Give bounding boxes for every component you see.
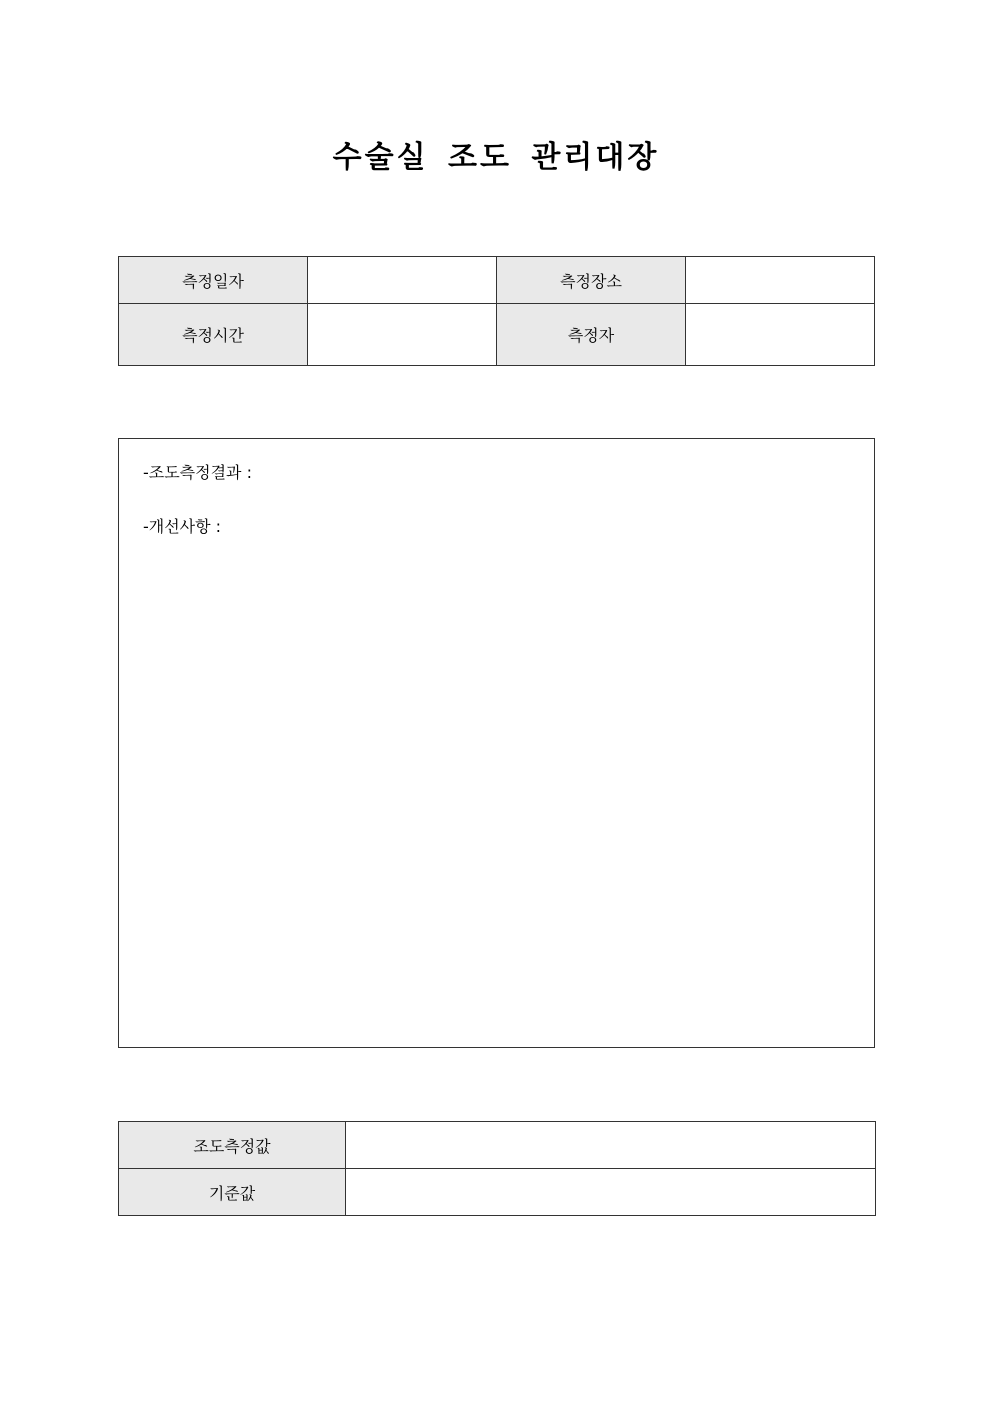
measurer-label: 측정자 [497, 304, 686, 366]
illuminance-result-label: -조도측정결과 : [143, 463, 252, 482]
measurement-time-field[interactable] [308, 304, 497, 366]
table-row [119, 304, 875, 366]
measurement-place-field[interactable] [686, 257, 875, 304]
measurer-field[interactable] [686, 304, 875, 366]
illuminance-values-table [118, 1121, 876, 1216]
standard-value-field[interactable] [346, 1169, 876, 1216]
measurement-place-label: 측정장소 [497, 257, 686, 304]
table-row [119, 1169, 876, 1216]
table-row [119, 257, 875, 304]
table-row [119, 1122, 876, 1169]
measurement-time-label: 측정시간 [119, 304, 308, 366]
result-notes-box[interactable] [118, 438, 875, 1048]
measured-value-field[interactable] [346, 1122, 876, 1169]
standard-value-label: 기준값 [119, 1169, 346, 1216]
improvement-items-label: -개선사항 : [143, 517, 222, 536]
measurement-date-label: 측정일자 [119, 257, 308, 304]
measurement-info-table [118, 256, 875, 366]
measured-value-label: 조도측정값 [119, 1122, 346, 1169]
measurement-date-field[interactable] [308, 257, 497, 304]
document-title: 수술실 조도 관리대장 [332, 140, 660, 175]
